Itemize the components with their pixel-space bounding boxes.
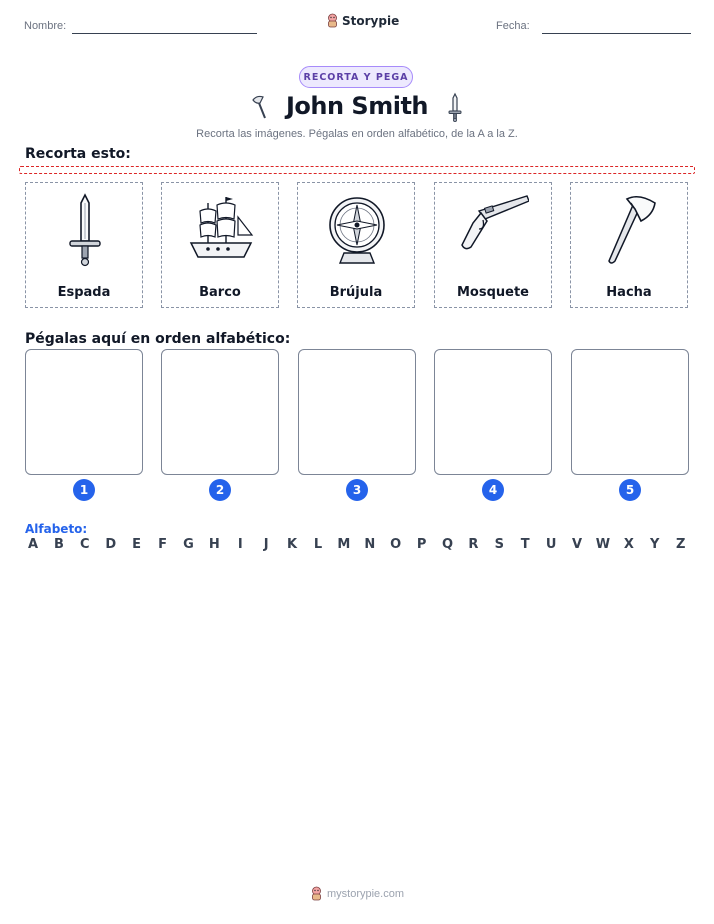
alphabet-letter: S <box>494 537 504 552</box>
sword-icon <box>50 191 120 271</box>
footer-site-link[interactable]: mystorypie.com <box>326 887 405 900</box>
alphabet-letter: G <box>183 537 194 552</box>
card-label: Brújula <box>329 285 383 300</box>
alphabet-letter: T <box>520 537 530 552</box>
storypie-mascot-icon <box>326 13 339 28</box>
paste-box[interactable] <box>25 349 143 475</box>
brand-logo <box>326 13 399 28</box>
title-sword-icon <box>447 92 463 122</box>
cut-card[interactable] <box>297 182 415 308</box>
card-label: Hacha <box>606 285 652 300</box>
alphabet-letter: M <box>337 537 351 552</box>
paste-box[interactable] <box>434 349 552 475</box>
alphabet-letter: B <box>53 537 64 552</box>
slot-number: 4 <box>482 479 504 501</box>
brand-name: Storypie <box>342 13 400 28</box>
musket-icon <box>459 191 529 271</box>
alphabet-letter: Z <box>675 537 686 552</box>
alphabet-letter: K <box>287 537 298 552</box>
paste-section-label: Pégalas aquí en orden alfabético: <box>25 331 291 347</box>
cut-card[interactable] <box>570 182 688 308</box>
alphabet-letter: Q <box>441 537 454 552</box>
card-label: Mosquete <box>456 285 529 300</box>
alphabet-letter: F <box>158 537 167 552</box>
worksheet-title: John Smith <box>285 92 429 120</box>
slot-number: 5 <box>619 479 641 501</box>
alphabet-letter: Y <box>650 537 660 552</box>
alphabet-letter: R <box>468 537 479 552</box>
alphabet-letter: W <box>595 537 611 552</box>
paste-box[interactable] <box>161 349 279 475</box>
activity-badge: RECORTA Y PEGA <box>299 66 413 88</box>
alphabet-row <box>25 537 689 552</box>
alphabet-letter: A <box>27 537 39 552</box>
compass-icon <box>322 191 392 271</box>
cut-card[interactable] <box>161 182 279 308</box>
paste-box[interactable] <box>298 349 416 475</box>
footer <box>0 886 714 901</box>
alphabet-letter: L <box>313 537 323 552</box>
cut-dashed-line <box>19 166 695 174</box>
date-label: Fecha: <box>496 20 530 32</box>
alphabet-letter: I <box>237 537 243 552</box>
paste-box[interactable] <box>571 349 689 475</box>
alphabet-letter: U <box>545 537 557 552</box>
alphabet-letter: H <box>208 537 220 552</box>
cut-card[interactable] <box>25 182 143 308</box>
axe-icon <box>595 191 665 271</box>
slot-number: 3 <box>346 479 368 501</box>
name-line <box>72 33 257 34</box>
name-label: Nombre: <box>24 20 67 32</box>
cut-card[interactable] <box>434 182 552 308</box>
instructions-text: Recorta las imágenes. Pégalas en orden alfabético, de la A a la Z. <box>196 128 518 140</box>
ship-icon <box>186 191 256 271</box>
alphabet-letter: J <box>263 537 269 552</box>
alphabet-letter: O <box>390 537 402 552</box>
alphabet-letter: P <box>416 537 427 552</box>
card-label: Espada <box>57 285 111 300</box>
alphabet-letter: D <box>105 537 117 552</box>
alphabet-letter: X <box>623 537 634 552</box>
alphabet-letter: V <box>572 537 583 552</box>
alphabet-label: Alfabeto: <box>25 522 88 536</box>
date-line <box>542 33 691 34</box>
card-label: Barco <box>199 285 241 300</box>
alphabet-letter: E <box>132 537 142 552</box>
slot-number: 2 <box>209 479 231 501</box>
alphabet-letter: C <box>80 537 90 552</box>
slot-number: 1 <box>73 479 95 501</box>
storypie-mascot-icon <box>310 886 323 901</box>
cut-section-label: Recorta esto: <box>25 146 131 162</box>
alphabet-letter: N <box>364 537 376 552</box>
